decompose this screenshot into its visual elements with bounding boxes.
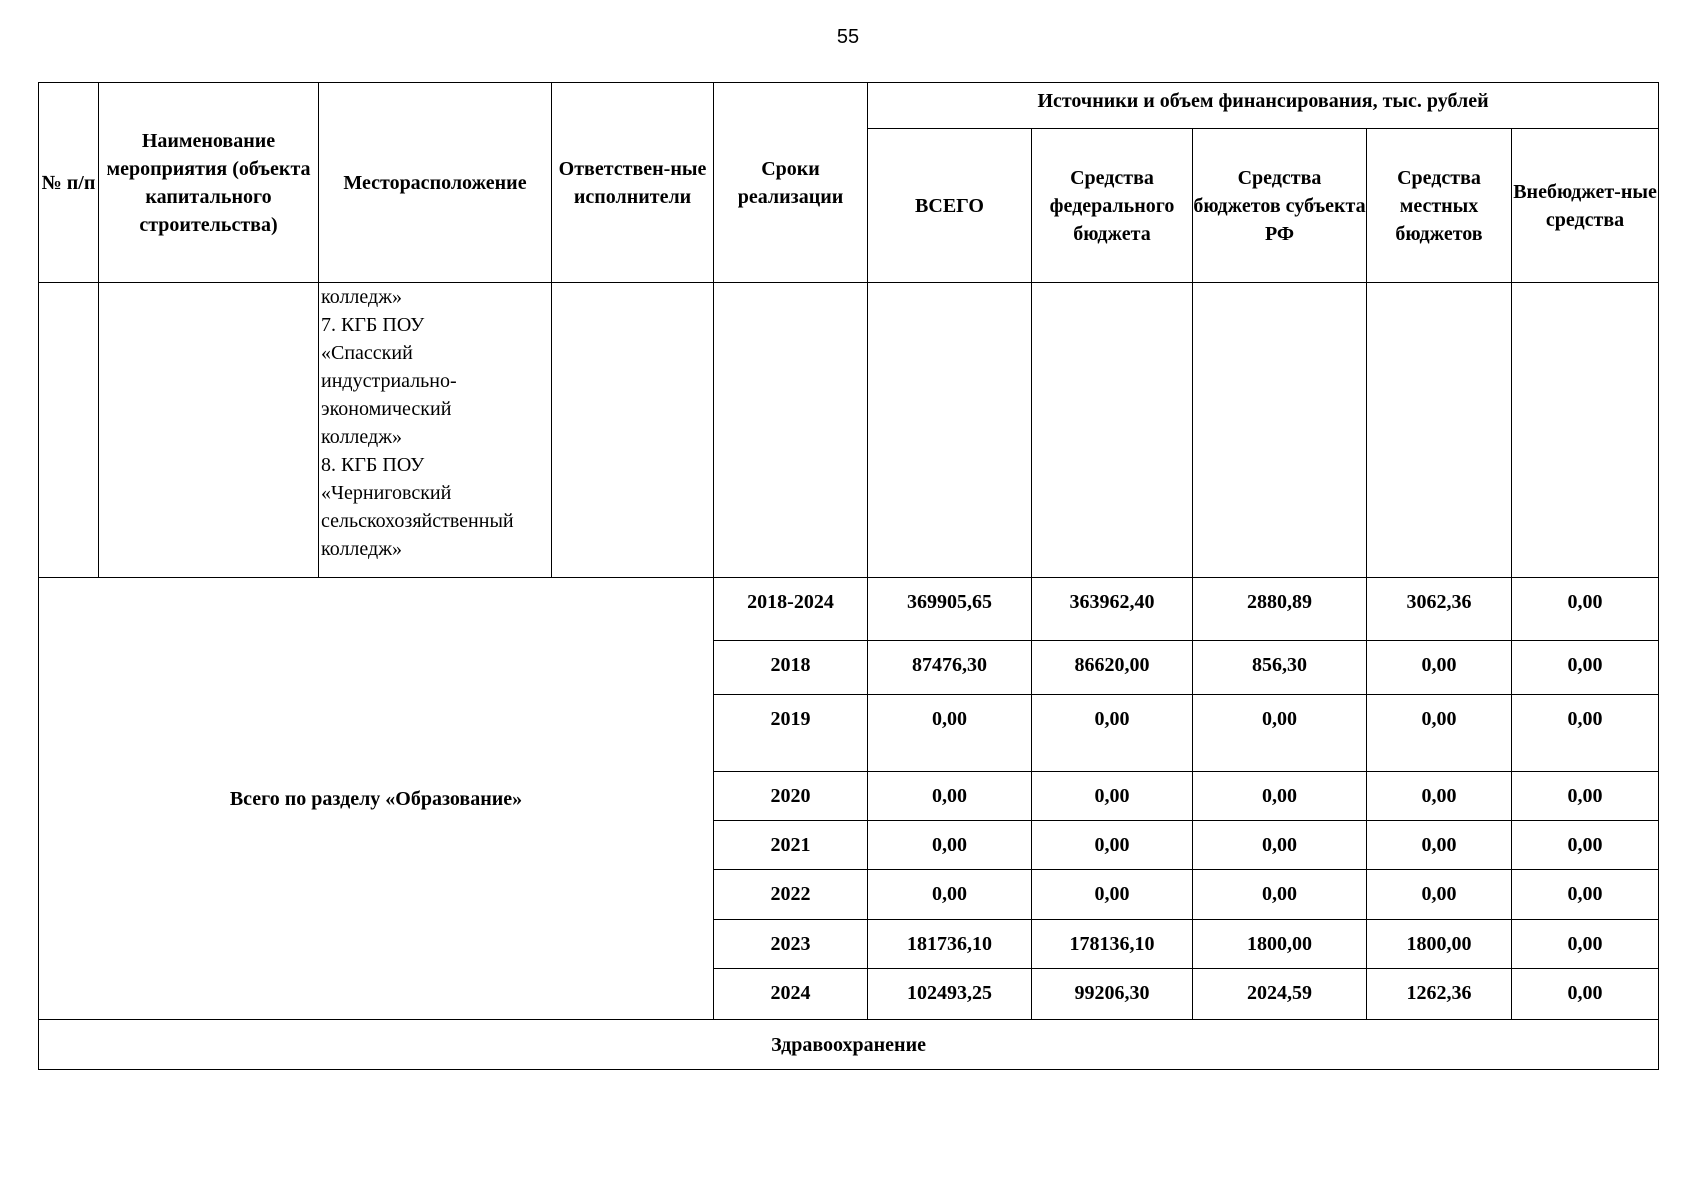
header-executors: Ответствен-ные исполнители xyxy=(552,83,714,283)
total-cell: 0,00 xyxy=(868,870,1032,920)
total-cell: 0,00 xyxy=(868,772,1032,821)
location-cell xyxy=(319,283,552,578)
header-local: Средства местных бюджетов xyxy=(1367,129,1512,283)
local-cell: 0,00 xyxy=(1367,641,1512,695)
location-line: экономический xyxy=(321,398,452,420)
location-line: колледж» xyxy=(321,426,403,448)
extra-cell: 0,00 xyxy=(1512,969,1659,1020)
header-no: № п/п xyxy=(39,83,99,283)
extra-cell: 0,00 xyxy=(1512,870,1659,920)
period-cell: 2023 xyxy=(714,920,868,969)
location-line: 7. КГБ ПОУ xyxy=(321,314,425,336)
period-cell: 2018-2024 xyxy=(714,578,868,641)
total-cell: 181736,10 xyxy=(868,920,1032,969)
location-line: «Черниговский xyxy=(321,482,452,504)
federal-cell: 0,00 xyxy=(1032,870,1193,920)
subject-cell: 2880,89 xyxy=(1193,578,1367,641)
local-cell: 0,00 xyxy=(1367,870,1512,920)
period-cell: 2019 xyxy=(714,695,868,772)
total-cell: 0,00 xyxy=(868,821,1032,870)
location-line: колледж» xyxy=(321,538,403,560)
period-cell: 2022 xyxy=(714,870,868,920)
header-federal: Средства федерального бюджета xyxy=(1032,129,1193,283)
location-line: «Спасский xyxy=(321,342,413,364)
local-cell: 0,00 xyxy=(1367,772,1512,821)
local-cell: 0,00 xyxy=(1367,695,1512,772)
location-line: индустриально- xyxy=(321,370,457,392)
local-cell: 3062,36 xyxy=(1367,578,1512,641)
table-row xyxy=(39,578,1659,641)
subject-cell: 856,30 xyxy=(1193,641,1367,695)
header-location: Месторасположение xyxy=(319,83,552,283)
period-cell: 2020 xyxy=(714,772,868,821)
subject-cell: 2024,59 xyxy=(1193,969,1367,1020)
location-line: колледж» xyxy=(321,286,403,308)
extra-cell: 0,00 xyxy=(1512,641,1659,695)
page-number: 55 xyxy=(836,26,860,48)
header-terms: Сроки реализации xyxy=(714,83,868,283)
cell-total xyxy=(868,283,1032,578)
local-cell: 0,00 xyxy=(1367,821,1512,870)
extra-cell: 0,00 xyxy=(1512,821,1659,870)
cell-federal xyxy=(1032,283,1193,578)
federal-cell: 178136,10 xyxy=(1032,920,1193,969)
extra-cell: 0,00 xyxy=(1512,578,1659,641)
header-total: ВСЕГО xyxy=(868,129,1032,283)
extra-cell: 0,00 xyxy=(1512,695,1659,772)
location-line: сельскохозяйственный xyxy=(321,510,514,532)
header-subject: Средства бюджетов субъекта РФ xyxy=(1193,129,1367,283)
federal-cell: 0,00 xyxy=(1032,772,1193,821)
subject-cell: 1800,00 xyxy=(1193,920,1367,969)
period-cell: 2021 xyxy=(714,821,868,870)
period-cell: 2024 xyxy=(714,969,868,1020)
federal-cell: 0,00 xyxy=(1032,695,1193,772)
financing-table xyxy=(38,82,1659,1070)
federal-cell: 363962,40 xyxy=(1032,578,1193,641)
total-cell: 369905,65 xyxy=(868,578,1032,641)
extra-cell: 0,00 xyxy=(1512,920,1659,969)
cell-extra xyxy=(1512,283,1659,578)
subject-cell: 0,00 xyxy=(1193,772,1367,821)
total-label: Всего по разделу «Образование» xyxy=(39,578,714,1020)
extra-cell: 0,00 xyxy=(1512,772,1659,821)
cell-no xyxy=(39,283,99,578)
period-cell: 2018 xyxy=(714,641,868,695)
federal-cell: 99206,30 xyxy=(1032,969,1193,1020)
header-extra: Внебюджет-ные средства xyxy=(1512,129,1659,283)
total-cell: 0,00 xyxy=(868,695,1032,772)
subject-cell: 0,00 xyxy=(1193,870,1367,920)
cell-subject xyxy=(1193,283,1367,578)
header-name: Наименование мероприятия (объекта капитального строительства) xyxy=(99,83,319,283)
cell-terms xyxy=(714,283,868,578)
total-cell: 102493,25 xyxy=(868,969,1032,1020)
section-heading: Здравоохранение xyxy=(39,1020,1659,1070)
cell-name xyxy=(99,283,319,578)
federal-cell: 86620,00 xyxy=(1032,641,1193,695)
header-sources-group: Источники и объем финансирования, тыс. рублей xyxy=(868,83,1659,129)
federal-cell: 0,00 xyxy=(1032,821,1193,870)
location-line: 8. КГБ ПОУ xyxy=(321,454,425,476)
local-cell: 1800,00 xyxy=(1367,920,1512,969)
subject-cell: 0,00 xyxy=(1193,695,1367,772)
local-cell: 1262,36 xyxy=(1367,969,1512,1020)
subject-cell: 0,00 xyxy=(1193,821,1367,870)
total-cell: 87476,30 xyxy=(868,641,1032,695)
cell-local xyxy=(1367,283,1512,578)
cell-executors xyxy=(552,283,714,578)
